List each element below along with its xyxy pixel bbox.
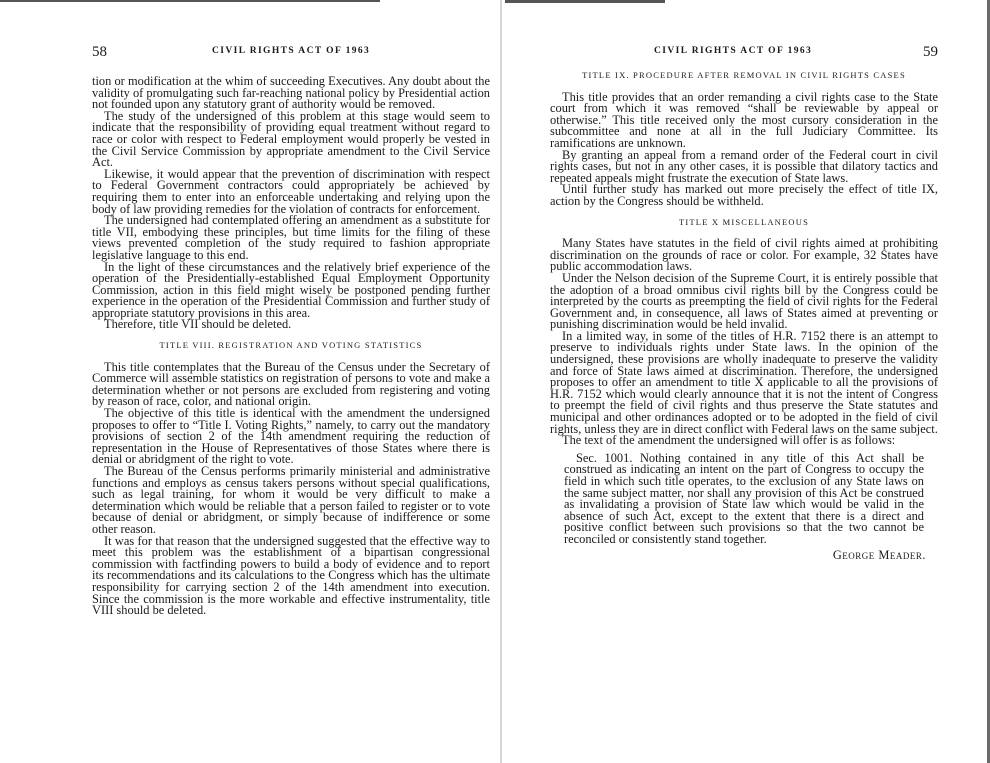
paragraph: The text of the amendment the undersigned will offer is as follows: [562,433,896,448]
running-head: CIVIL RIGHTS ACT OF 1963 [212,46,371,56]
paragraph: The undersigned had contemplated offering an amendment as a substitute for title VII, embodying these principles, but time limits for the filing of these views prevented completion of the study required to fashion appropriate legislative language to this end. [92,213,490,262]
paragraph: It was for that reason that the undersigned suggested that the effective way to meet this problem was the establishment of a bipartisan congressional commission with factfinding powers to build a body of evidence and to report its recommendations and its calculations to the Congress which has the ultimate responsibility for carrying section 2 of the 14th amendment into execution. Since the commission is the more workable and effective instrumentality, title VIII should be deleted. [92,533,490,618]
section-heading-title-ix: TITLE IX. PROCEDURE AFTER REMOVAL IN CIVIL RIGHTS CASES [582,70,906,80]
paragraph: The Bureau of the Census performs primarily ministerial and administrative functions and employs as census takers persons without special qualifications, such as legal training, for whom it would be very difficult to make a determination which would be reliable that a person failed to register or to vote because of denial or abridgment, or simply because of indifference or some other reason. [92,464,490,536]
section-heading-title-x: TITLE X MISCELLANEOUS [678,216,810,227]
paragraph: Therefore, title VII should be deleted. [104,317,292,332]
amendment-text: Sec. 1001. Nothing contained in any title of this Act shall be construed as indicating an intent on the part of Congress to occupy the field in which such title operates, to the exclusion of any State laws on the same subject matter, nor shall any provision of this Act be construed as invalidating a provision of State law which would be valid in the absence of such Act, except to the extent that there is a direct and positive conflict between such provisions so that the two cannot be reconciled or consistently stand together. [564,450,924,546]
right-body-text [550,68,938,561]
page-header [92,44,490,62]
paragraph: This title contemplates that the Bureau of the Census under the Secretary of Commerce will assemble statistics on registration of persons to vote and make a determination whether or not persons are excluded from registering and voting by reason of race, color, and national origin. [92,359,490,409]
paragraph: tion or modification at the whim of succeeding Executives. Any doubt about the validity of promulgating such far-reaching national policy by Presidential action not founded upon any statutory grant of authority would be removed. [92,74,490,112]
paragraph: The objective of this title is identical with the amendment the undersigned proposes to offer to “Title I. Voting Rights,” namely, to carry out the mandatory provisions of section 2 of the 14th amendment requiring the reduction of representation in the House of Representatives of those States where there is denial or abridgment of the right to vote. [92,406,490,467]
paragraph: In a limited way, in some of the titles of H.R. 7152 there is an attempt to preserve to individuals rights under State laws. In the opinion of the undersigned, these provisions are wholly inadequate to preserve the validity and force of State laws aimed at discrimination. Therefore, the undersigned proposes to offer an amendment to title X applicable to all the provisions of H.R. 7152 which would clearly announce that it is not the intent of Congress to preempt the field of civil rights and thus preserve the State statutes and municipal and other ordinances adopted or to be adopted in the field of civil rights, unless they are in direct conflict with Federal laws on the same subject. [550,328,938,436]
paragraph: Likewise, it would appear that the prevention of discrimination with respect to Federal Government contractors could appropriately be achieved by requiring them to enter into an enforceable undertaking and relying upon the body of law providing remedies for the violation of contracts for enforcement. [92,166,490,216]
page-number: 59 [923,44,938,60]
paragraph: The study of the undersigned of this problem at this stage would seem to indicate that the responsibility of providing equal treatment without regard to race or color with respect to Federal employment would properly be vested in the Civil Service Commission by appropriate amendment to the Civil Service Act. [92,108,490,170]
paragraph: In the light of these circumstances and the relatively brief experience of the operation of the Presidentially-established Equal Employment Opportunity Commission, action in this field might wisely be postponed pending further experience in the operation of the Presidential Commission and further study of appropriate statutory provisions in this area. [92,259,490,320]
left-body-text [92,76,490,617]
page-number: 58 [92,44,107,60]
paragraph: By granting an appeal from a remand order of the Federal court in civil rights cases, but not in any other cases, it is possible that dilatory tactics and repeated appeals might frustrate the execution of State laws. [550,147,938,185]
paragraph: Under the Nelson decision of the Supreme Court, it is entirely possible that the adoption of a broad omnibus civil rights bill by the Congress could be interpreted by the courts as preempting the field of civil rights for the Federal Government and, in consequence, all laws of States aimed at preventing or punishing discrimination would be held invalid. [550,270,938,332]
paragraph: This title provides that an order remanding a civil rights case to the State court from which it was removed “shall be reviewable by appeal or otherwise.” This title received only the most cursory consideration in the subcommittee and none at all in the full Judiciary Committee. Its ramifications are unknown. [550,89,938,150]
amendment-quote [564,450,924,546]
running-head: CIVIL RIGHTS ACT OF 1963 [654,46,813,56]
signature: George Meader. [832,547,926,562]
right-page [502,0,990,763]
paragraph: Many States have statutes in the field of civil rights aimed at prohibiting discrimination on the grounds of race or color. For example, 32 States have public accommodation laws. [550,236,938,274]
section-heading-title-viii: TITLE VIII. REGISTRATION AND VOTING STATISTICS [159,340,423,351]
page-header [550,44,938,62]
paragraph: Until further study has marked out more precisely the effect of title IX, action by the Congress should be withheld. [550,182,938,208]
